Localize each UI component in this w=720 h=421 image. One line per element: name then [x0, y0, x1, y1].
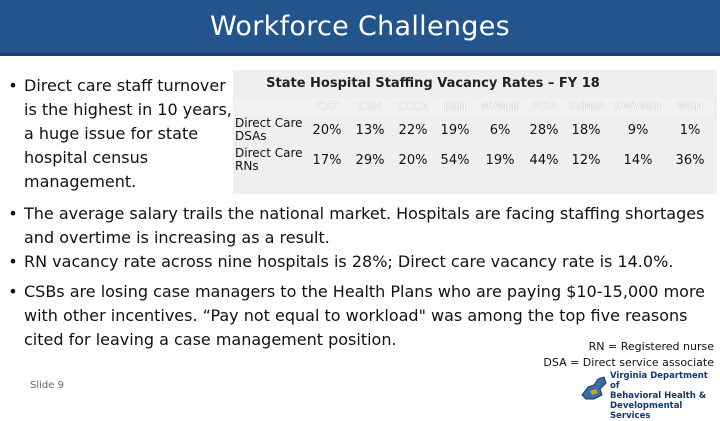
- table-cell: 1%: [679, 122, 701, 138]
- corner-cell: [233, 98, 305, 115]
- column-header: NVMHI: [481, 100, 519, 113]
- column-header: ESH: [443, 100, 467, 113]
- table-cell: 20%: [398, 152, 428, 168]
- row-label: Direct Care DSAs: [235, 116, 303, 143]
- footnote-rn: RN = Registered nurse: [588, 340, 714, 353]
- bullet-text: CSBs are losing case managers to the Health Plans who are paying $10-15,000 more with other incentives. “Pay not equal to workload" was among the top five reasons cited for leaving a case management position.: [24, 282, 706, 349]
- column-header: CSH: [358, 100, 382, 113]
- table-cell: 13%: [355, 122, 385, 138]
- logo-line: Virginia Department of: [610, 371, 708, 391]
- bullet-text: RN vacancy rate across nine hospitals is 28%; Direct care vacancy rate is 14.0%.: [24, 252, 674, 271]
- table-cell: 18%: [571, 122, 601, 138]
- bullet-dot-icon: •: [8, 282, 18, 301]
- table-cell: 19%: [440, 122, 470, 138]
- table-cell: 20%: [312, 122, 342, 138]
- table-cell: 54%: [440, 152, 470, 168]
- slide-number: Slide 9: [30, 380, 64, 391]
- bullet-dot-icon: •: [8, 252, 18, 271]
- footnote-dsa: DSA = Direct service associate: [543, 356, 714, 369]
- table-cell: 28%: [529, 122, 559, 138]
- column-header: CAT: [316, 100, 338, 113]
- bullet-text: The average salary trails the national market. Hospitals are facing staffing shortages and overtime is increasing as a result.: [24, 204, 705, 247]
- column-header: CCCA: [397, 100, 429, 113]
- column-header: PGH: [532, 100, 556, 113]
- logo-text: [610, 371, 720, 421]
- title-bar: [0, 0, 720, 56]
- table-row: [233, 145, 713, 175]
- logo-line: Behavioral Health &: [610, 391, 707, 401]
- table-cell: 9%: [627, 122, 649, 138]
- row-label: Direct Care RNs: [235, 146, 303, 173]
- table-cell: 6%: [489, 122, 511, 138]
- virginia-map-icon: [580, 373, 608, 403]
- bullet-dot-icon: •: [8, 76, 18, 95]
- column-header: WSH: [676, 100, 704, 113]
- table-cell: 17%: [312, 152, 342, 168]
- slide-title: Workforce Challenges: [210, 11, 510, 42]
- table-title: State Hospital Staffing Vacancy Rates – FY 18: [266, 76, 600, 91]
- column-header: SVMHI: [568, 100, 604, 113]
- table-cell: 22%: [398, 122, 428, 138]
- table-cell: 29%: [355, 152, 385, 168]
- dbhds-logo: [580, 371, 720, 421]
- table-header-row: [233, 98, 713, 115]
- table-row: [233, 115, 713, 145]
- vacancy-table: [233, 98, 713, 175]
- vacancy-table-panel: [233, 70, 717, 194]
- bullet-dot-icon: •: [8, 204, 18, 223]
- table-cell: 19%: [485, 152, 515, 168]
- bullet-text: Direct care staff turnover is the highest in 10 years, a huge issue for state hospital census management.: [24, 76, 232, 191]
- table-cell: 44%: [529, 152, 559, 168]
- column-header: SWVMHI: [614, 100, 662, 113]
- table-cell: 36%: [675, 152, 705, 168]
- logo-line: Developmental Services: [610, 401, 683, 421]
- table-cell: 14%: [623, 152, 653, 168]
- table-cell: 12%: [571, 152, 601, 168]
